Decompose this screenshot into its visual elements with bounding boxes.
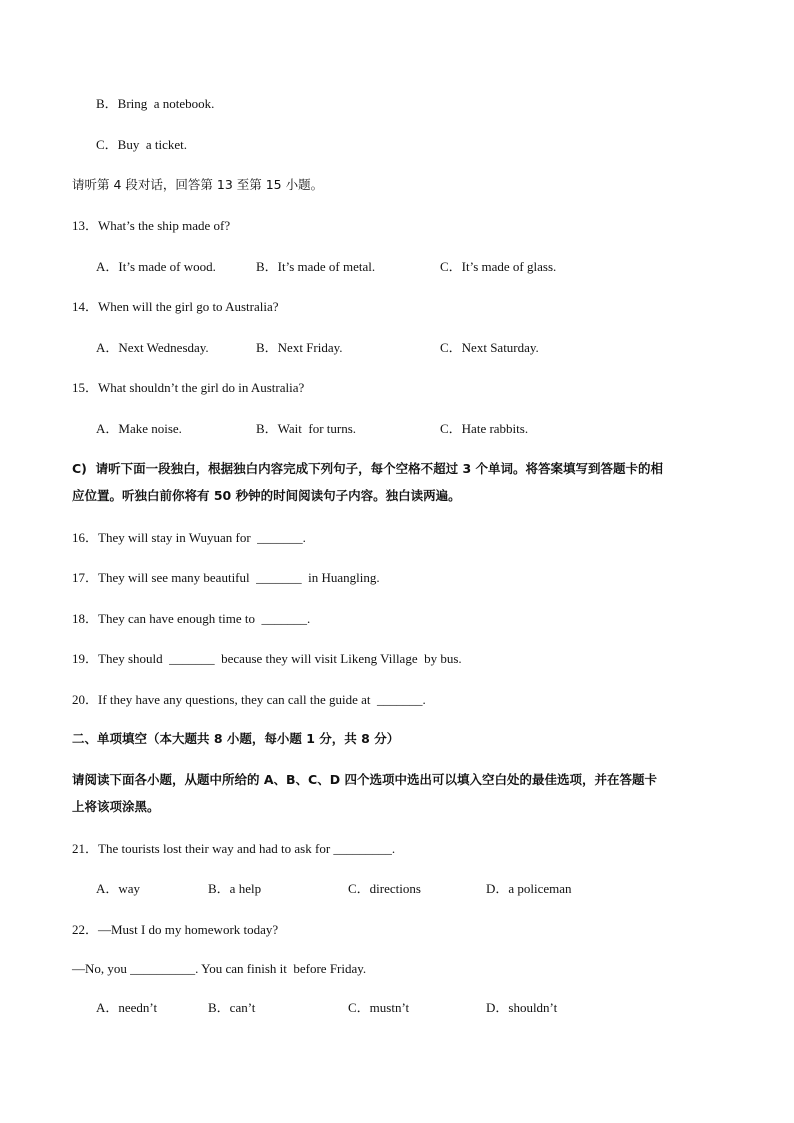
section-c-instruction-line2: 应位置。听独白前你将有 50 秒钟的时间阅读句子内容。独白读两遍。: [72, 488, 461, 503]
q21-stem: 21．The tourists lost their way and had to ask for _________.: [72, 841, 396, 856]
q14-option-a: A．Next Wednesday.: [96, 340, 209, 355]
q15-option-a: A．Make noise.: [96, 421, 182, 436]
q18-sentence: 18．They can have enough time to _______.: [72, 611, 311, 626]
q22-stem-line1: 22．—Must I do my homework today?: [72, 922, 279, 937]
q22-option-b: B．can’t: [208, 1000, 256, 1015]
q14-option-b: B．Next Friday.: [256, 340, 343, 355]
q22-option-a: A．needn’t: [96, 1000, 158, 1015]
q15-option-c: C．Hate rabbits.: [440, 421, 529, 436]
q12-option-c: C．Buy a ticket.: [96, 137, 187, 152]
q16-sentence: 16．They will stay in Wuyuan for _______.: [72, 530, 306, 545]
q13-option-c: C．It’s made of glass.: [440, 259, 557, 274]
section-c-instruction-line1: C) 请听下面一段独白，根据独白内容完成下列句子，每个空格不超过 3 个单词。将答案填写到答题卡的相: [72, 461, 663, 476]
q22-stem-line2: —No, you __________. You can finish it before Friday.: [72, 961, 367, 976]
q12-option-b: B．Bring a notebook.: [96, 96, 215, 111]
q15-stem: 15．What shouldn’t the girl do in Australia?: [72, 380, 305, 395]
part2-heading: 二、单项填空（本大题共 8 小题，每小题 1 分，共 8 分）: [72, 731, 400, 746]
q14-option-c: C．Next Saturday.: [440, 340, 539, 355]
q22-option-c: C．mustn’t: [348, 1000, 410, 1015]
q22-option-d: D．shouldn’t: [486, 1000, 558, 1015]
dialogue-4-instruction: 请听第 4 段对话，回答第 13 至第 15 小题。: [72, 177, 324, 192]
part2-instruction-line2: 上将该项涂黑。: [72, 799, 160, 814]
q21-option-c: C．directions: [348, 881, 421, 896]
q15-option-b: B．Wait for turns.: [256, 421, 357, 436]
q14-stem: 14．When will the girl go to Australia?: [72, 299, 279, 314]
part2-instruction-line1: 请阅读下面各小题，从题中所给的 A、B、C、D 四个选项中选出可以填入空白处的最佳选项，并在答题卡: [72, 772, 657, 787]
q21-option-a: A．way: [96, 881, 141, 896]
q20-sentence: 20．If they have any questions, they can call the guide at _______.: [72, 692, 426, 707]
q19-sentence: 19．They should _______ because they will visit Likeng Village by bus.: [72, 651, 462, 666]
q17-sentence: 17．They will see many beautiful _______ in Huangling.: [72, 570, 380, 585]
q13-stem: 13．What’s the ship made of?: [72, 218, 231, 233]
q13-option-a: A．It’s made of wood.: [96, 259, 216, 274]
q21-option-d: D．a policeman: [486, 881, 572, 896]
q13-option-b: B．It’s made of metal.: [256, 259, 376, 274]
q21-option-b: B．a help: [208, 881, 262, 896]
